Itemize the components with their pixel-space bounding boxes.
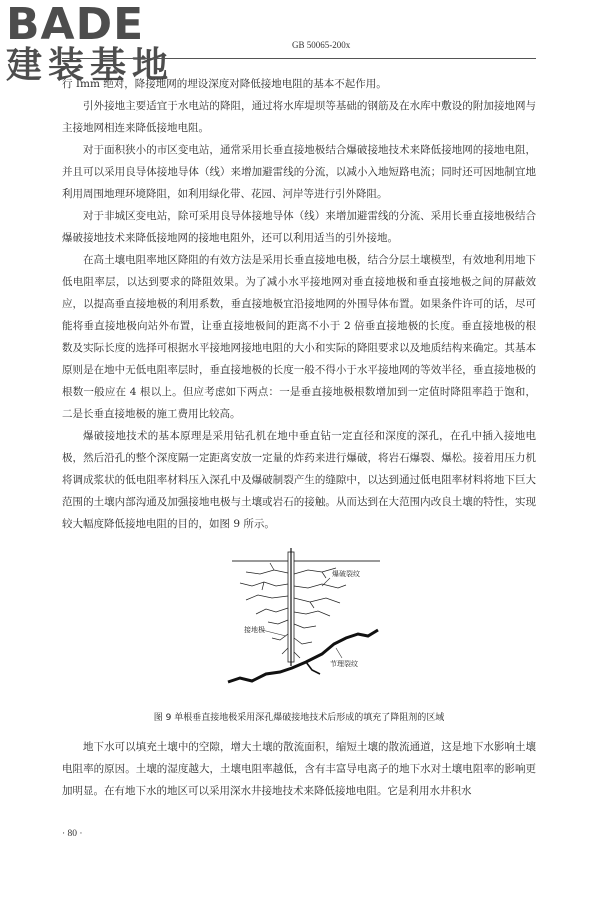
joint-crack-branch: [306, 662, 320, 674]
joint-crack-leader: [336, 648, 342, 658]
paragraph: 对于非城区变电站，除可采用良导体接地导体（线）来增加避雷线的分流、采用长垂直接地极结合爆破接地技术来降低接地网的接地电阻外，还可以利用适当的引外接地。: [62, 210, 536, 244]
paragraph: 在高土壤电阻率地区降阻的有效方法是采用长垂直接地电极，结合分层土壤模型，有效地利用地下低电阻率层，以达到要求的降阻效果。为了减小水平接地网对垂直接地极和垂直接地极之间的屏蔽效应，以提高垂直接地极的利用系数，垂直接地极宜沿接地网的外围导体布置。如果条件许可的话，尽可能将垂直接地极向站外布置，让垂直接地极间的距离不小于 2 倍垂直接地极的长度。垂直接地极的根数及实际长度的选择可根据水平接地网接地电阻的大小和实际的降阻要求以及地质结构来确定。其基本原则是在地中无低电阻率层时，垂直接地极的长度一般不得小于水平接地网的等效半径，垂直接地极的根数一般应在 4 根以上。但应考虑如下两点：一是垂直接地极根数增加到一定值时降阻率趋于饱和，二是长垂直接地极的施工费用比较高。: [62, 254, 536, 420]
electrode-leader: [262, 630, 286, 636]
body-text-top: [62, 73, 536, 535]
label-joint-cracks: 节理裂纹: [330, 660, 358, 668]
figure-9: [226, 548, 384, 692]
header-rule: [62, 58, 536, 59]
logo-bottom-text: 建装基地: [6, 45, 175, 86]
standard-number: GB 50065-200x: [292, 40, 351, 50]
figure-9-diagram: [226, 548, 384, 692]
joint-crack: [228, 630, 378, 682]
label-blast-cracks: 爆破裂纹: [332, 570, 360, 578]
paragraph: 爆破接地技术的基本原理是采用钻孔机在地中垂直钻一定直径和深度的深孔，在孔中插入接地电极，然后沿孔的整个深度隔一定距离安放一定量的炸药来进行爆破，将岩石爆裂、爆松。接着用压力机将调成浆状的低电阻率材料压入深孔中及爆破制裂产生的缝隙中，以达到通过低电阻率材料将地下巨大范围的土壤内部沟通及加强接地电极与土壤或岩石的接触。从而达到在大范围内改良土壤的特性，实现较大幅度降低接地电阻的目的，如图 9 所示。: [62, 430, 536, 530]
logo-top-text: BADE: [6, 0, 145, 50]
paragraph: 对于面积狭小的市区变电站，通常采用长垂直接地极结合爆破接地技术来降低接地网的接地电阻，并且可以采用良导体接地导体（线）来增加避雷线的分流，以减小入地短路电流；同时还可因地制宜地利用周围地理环境降阻，如利用绿化带、花园、河岸等进行引外降阻。: [62, 144, 536, 200]
paragraph-continued: 行 Imm 绝对，降接地网的埋设深度对降低接地电阻的基本不起作用。: [62, 78, 387, 90]
label-ground-electrode: 接地极: [244, 626, 265, 634]
paragraph: 引外接地主要适宜于水电站的降阻，通过将水库堤坝等基础的钢筋及在水库中敷设的附加接地网与主接地网相连来降低接地电阻。: [62, 100, 536, 134]
figure-caption: 图 9 单根垂直接地极采用深孔爆破接地技术后形成的填充了降阻剂的区域: [153, 713, 445, 723]
body-text-bottom: [62, 736, 536, 802]
paragraph: 地下水可以填充土壤中的空隙，增大土壤的散流面积，缩短土壤的散流通道，这是地下水影响土壤电阻率的原因。土壤的湿度越大，土壤电阻率越低，含有丰富导电离子的地下水对土壤电阻率的影响更加明显。在有地下水的地区可以采用深水井接地技术来降低接地电阻。它是利用水井积水: [62, 741, 536, 797]
page-number: · 80 ·: [62, 829, 83, 839]
